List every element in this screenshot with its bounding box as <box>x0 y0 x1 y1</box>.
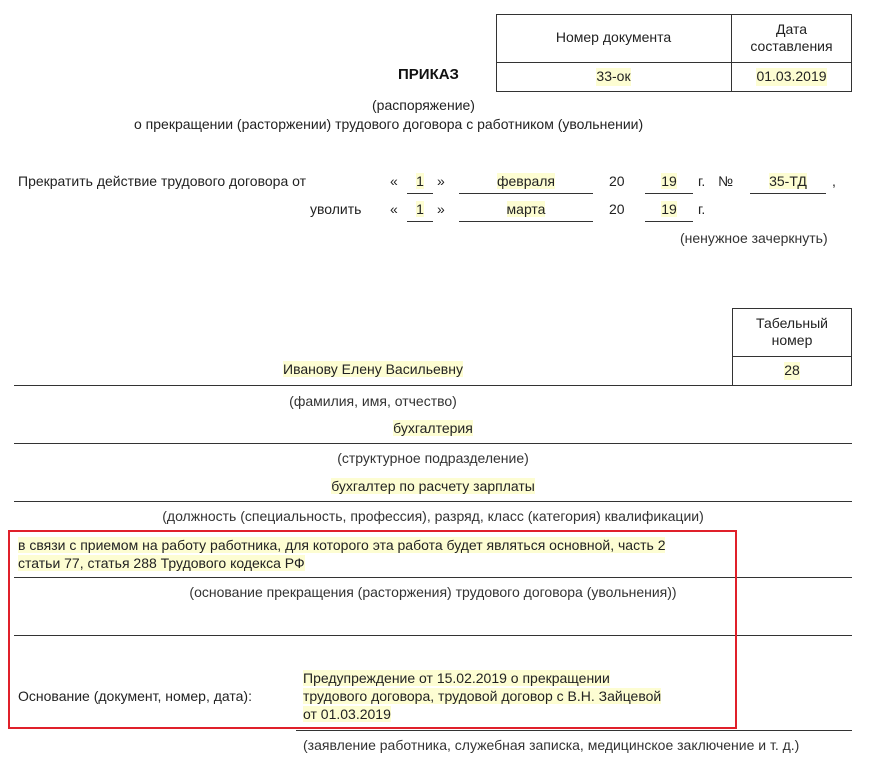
basis-line-3-text: от 01.03.2019 <box>303 706 391 722</box>
termination-month <box>459 173 593 189</box>
employee-name-underline <box>14 385 732 386</box>
basis-underline <box>296 730 852 731</box>
highlight-frame <box>8 530 737 729</box>
termination-month-value: февраля <box>496 173 556 189</box>
termination-year-prefix: 20 <box>609 173 625 189</box>
dismiss-month-underline <box>459 221 593 222</box>
dismiss-label: уволить <box>310 201 362 217</box>
reason-line-1-text: в связи с приемом на работу работника, для которого эта работа будет являться основной, часть 2 <box>18 537 666 553</box>
date-label-line1: Дата <box>775 20 807 37</box>
order-subject: о прекращении (расторжении) трудового договора с работником (увольнении) <box>134 116 644 132</box>
reason-caption-text: (основание прекращения (расторжения) трудового договора (увольнения)) <box>189 584 677 600</box>
department-caption <box>14 450 852 466</box>
tab-number-label <box>732 308 852 356</box>
position-caption-text: (должность (специальность, профессия), разряд, класс (категория) квалификации) <box>162 508 704 524</box>
employee-name-value: Иванову Елену Васильевну <box>283 361 463 377</box>
rasporyazhenie-subtitle: (распоряжение) <box>372 97 475 113</box>
dismiss-year-prefix: 20 <box>609 201 625 217</box>
department-value: бухгалтерия <box>393 420 473 436</box>
position-caption <box>14 508 852 524</box>
employee-name-caption <box>14 393 732 409</box>
dismiss-month <box>459 201 593 217</box>
termination-contract-underline <box>750 193 826 194</box>
date-label <box>731 14 852 62</box>
date-value: 01.03.2019 <box>756 68 827 85</box>
tab-number-value: 28 <box>784 362 800 379</box>
termination-year-value: 19 <box>661 173 677 189</box>
basis-line-2-text: трудового договора, трудовой договор с В.Н. Зайцевой <box>303 688 662 704</box>
position <box>14 478 852 494</box>
dismiss-month-value: марта <box>506 201 546 217</box>
dismiss-year-underline <box>645 221 693 222</box>
date-label-line2: составления <box>750 38 833 54</box>
position-underline <box>14 501 852 502</box>
tab-number-value-cell <box>732 356 852 386</box>
basis-label: Основание (документ, номер, дата): <box>18 688 252 704</box>
position-value: бухгалтер по расчету зарплаты <box>331 478 535 494</box>
doc-number-value: 33-ок <box>596 68 631 85</box>
termination-year <box>645 173 693 189</box>
termination-label: Прекратить действие трудового договора от <box>18 173 307 189</box>
basis-caption: (заявление работника, служебная записка, медицинское заключение и т. д.) <box>303 737 800 753</box>
department-caption-text: (структурное подразделение) <box>337 450 529 466</box>
dismiss-year <box>645 201 693 217</box>
strike-out-note: (ненужное зачеркнуть) <box>680 230 828 246</box>
dismiss-day-underline <box>407 221 433 222</box>
reason-line-2-text: статьи 77, статья 288 Трудового кодекса РФ <box>18 555 305 571</box>
termination-number-sign: № <box>718 173 734 189</box>
dismiss-year-unit: г. <box>698 201 706 217</box>
doc-number-value-cell <box>496 62 731 92</box>
doc-number-label: Номер документа <box>555 29 672 46</box>
termination-day-value: 1 <box>416 173 424 189</box>
tab-number-label-line1: Табельный <box>756 314 828 331</box>
termination-day <box>407 173 433 189</box>
termination-year-unit: г. <box>698 173 706 189</box>
date-value-cell <box>731 62 852 92</box>
dismiss-day <box>407 201 433 217</box>
termination-year-underline <box>645 193 693 194</box>
employee-name <box>14 361 732 377</box>
termination-quote-open: « <box>390 173 398 189</box>
termination-contract-number-value: 35-ТД <box>769 173 807 189</box>
dismiss-year-value: 19 <box>661 201 677 217</box>
dismiss-day-value: 1 <box>416 201 424 217</box>
department <box>14 420 852 436</box>
termination-comma: , <box>832 173 836 189</box>
dismiss-quote-open: « <box>390 201 398 217</box>
prikaz-title: ПРИКАЗ <box>398 66 459 83</box>
department-underline <box>14 443 852 444</box>
termination-contract-number <box>750 173 826 189</box>
basis-line-1-text: Предупреждение от 15.02.2019 о прекращении <box>303 670 610 686</box>
termination-day-underline <box>407 193 433 194</box>
termination-month-underline <box>459 193 593 194</box>
termination-quote-close: » <box>437 173 445 189</box>
dismiss-quote-close: » <box>437 201 445 217</box>
tab-number-label-line2: номер <box>771 332 813 348</box>
employee-name-caption-text: (фамилия, имя, отчество) <box>289 393 457 409</box>
